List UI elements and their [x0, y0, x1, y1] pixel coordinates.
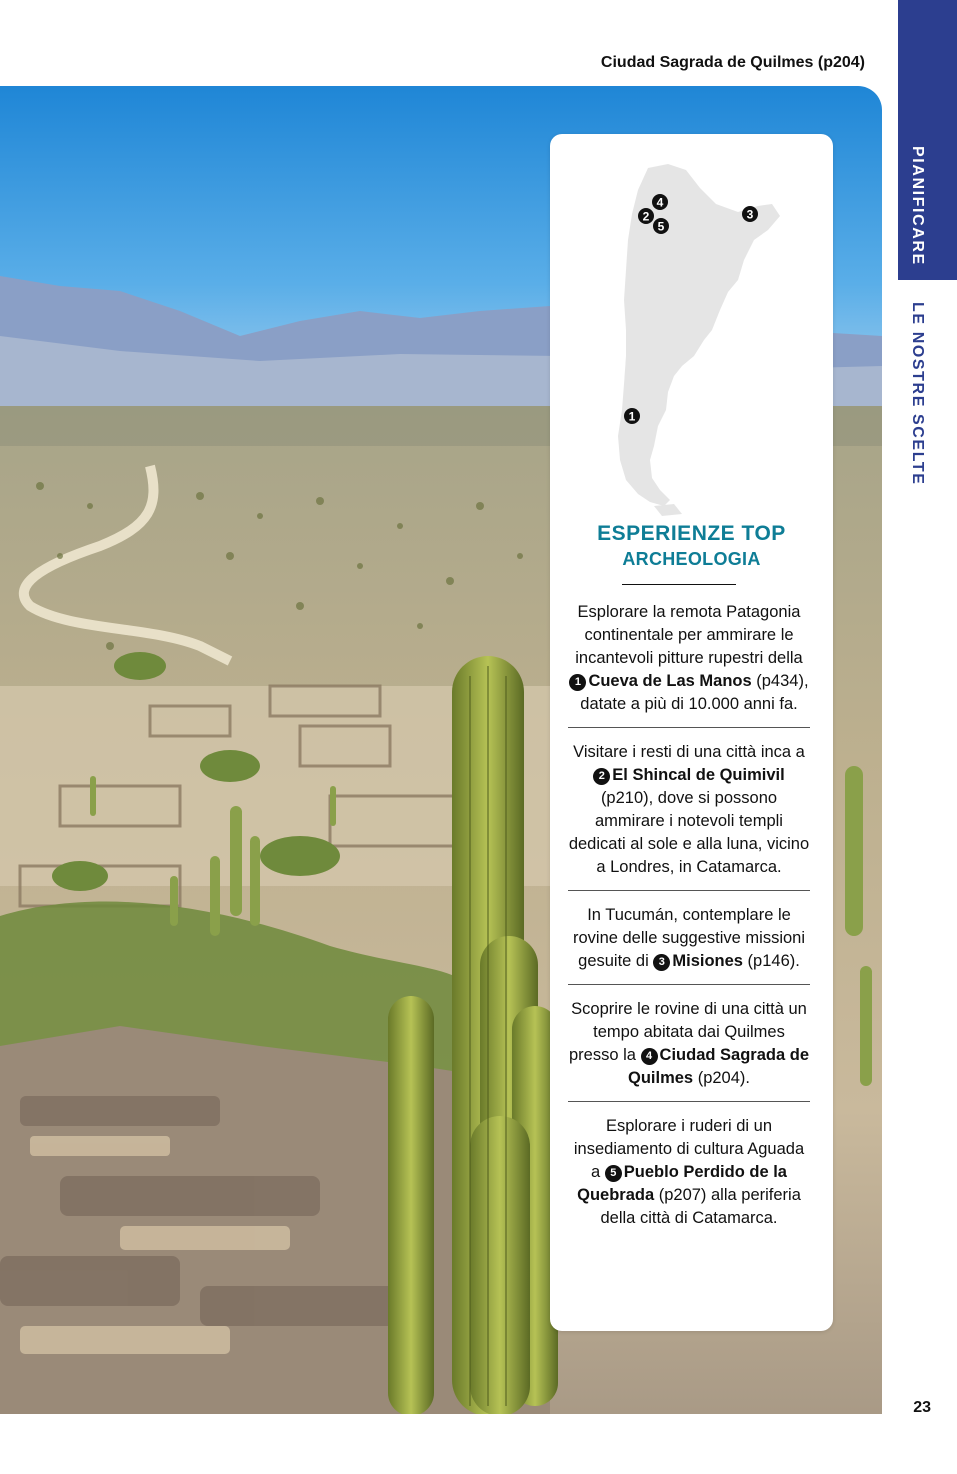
svg-text:2: 2: [642, 209, 650, 224]
photo-caption: Ciudad Sagrada de Quilmes (p204): [600, 54, 865, 71]
list-item: Esplorare la remota Patagonia continentale per ammirare le incantevoli pitture rupestri della 1 Cueva de Las Manos (p434), datate a più di 10.000 anni fa.: [568, 599, 810, 728]
site-name: Pueblo Perdido de la Quebrada: [577, 1163, 787, 1204]
svg-text:3: 3: [746, 207, 754, 222]
map-marker-2: [638, 208, 654, 224]
map-marker-5: [653, 218, 669, 234]
number-badge-icon: 3: [653, 954, 670, 971]
svg-text:5: 5: [657, 219, 665, 234]
list-item: Scoprire le rovine di una città un tempo abitata dai Quilmes presso la 4 Ciudad Sagrada de Quilmes (p204).: [568, 996, 810, 1102]
sidebar-subsection-label: LE NOSTRE SCELTE: [909, 302, 926, 486]
number-badge-icon: 2: [593, 768, 610, 785]
experience-list: [568, 599, 810, 1241]
site-name: Ciudad Sagrada de Quilmes: [628, 1046, 809, 1087]
argentina-map: [608, 160, 784, 522]
map-marker-3: [742, 206, 758, 222]
sidebar-tab: [898, 0, 957, 280]
number-badge-icon: 4: [641, 1048, 658, 1065]
sidebar-section-label: PIANIFICARE: [909, 146, 926, 266]
title-divider: [622, 584, 736, 585]
number-badge-icon: 5: [605, 1165, 622, 1182]
list-item: Esplorare i ruderi di un insediamento di cultura Aguada a 5 Pueblo Perdido de la Quebrada (p207) alla periferia della città di Catamarca.: [573, 1117, 805, 1227]
map-marker-1: [624, 408, 640, 424]
site-name: Cueva de Las Manos: [588, 672, 752, 690]
card-subtitle: ARCHEOLOGIA: [622, 549, 761, 569]
svg-text:1: 1: [628, 409, 636, 424]
experiences-card: [550, 134, 833, 1331]
site-name: El Shincal de Quimivil: [612, 766, 785, 784]
page-number: 23: [913, 1399, 931, 1416]
list-item: In Tucumán, contemplare le rovine delle suggestive missioni gesuite di 3 Misiones (p146).: [568, 902, 810, 985]
number-badge-icon: 1: [569, 674, 586, 691]
list-item: Visitare i resti di una città inca a 2 El Shincal de Quimivil (p210), dove si possono ammirare i notevoli templi dedicati al sole e alla luna, vicino a Londres, in Catamarca.: [568, 739, 810, 891]
site-name: Misiones: [672, 952, 743, 970]
map-marker-4: [652, 194, 668, 210]
svg-text:4: 4: [656, 195, 664, 210]
card-title: ESPERIENZE TOP: [597, 522, 786, 545]
